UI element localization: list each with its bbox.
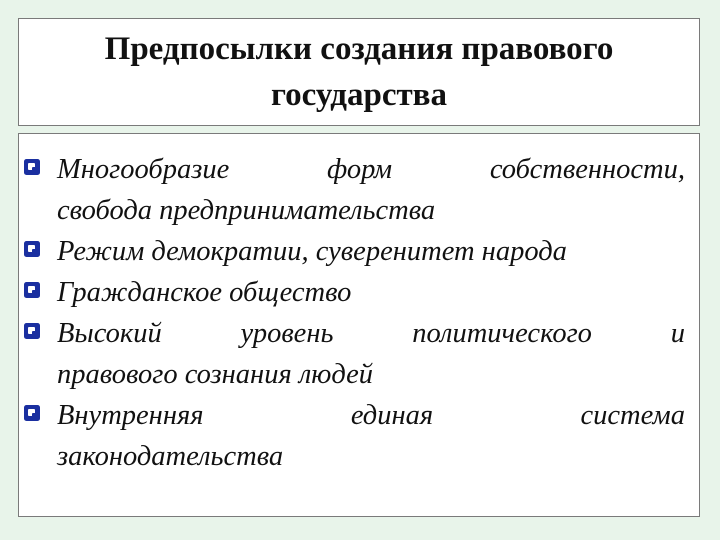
bullet-list [19, 149, 701, 477]
list-item [19, 313, 701, 395]
square-bullet-icon [23, 322, 41, 340]
list-item-text-line2: законодательства [57, 441, 284, 472]
square-bullet-icon [23, 281, 41, 299]
title-panel [18, 18, 700, 126]
list-item-text: Режим демократии, суверенитет народа [57, 236, 567, 267]
list-item-text-line2: свобода предпринимательства [57, 195, 436, 226]
list-item-text-line1: Высокий уровень политического и [57, 318, 685, 349]
list-item-text-line1: Многообразие форм собственности, [57, 154, 685, 185]
list-item [19, 231, 701, 272]
list-item [19, 395, 701, 477]
content-panel [18, 133, 700, 517]
square-bullet-icon [23, 158, 41, 176]
square-bullet-icon [23, 404, 41, 422]
list-item [19, 272, 701, 313]
list-item-text: Гражданское общество [57, 277, 352, 308]
list-item-text-line1: Внутренняя единая система [57, 400, 685, 431]
list-item [19, 149, 701, 231]
slide-title: Предпосылки создания правового государства [104, 31, 614, 113]
list-item-text-line2: правового сознания людей [57, 359, 374, 390]
square-bullet-icon [23, 240, 41, 258]
